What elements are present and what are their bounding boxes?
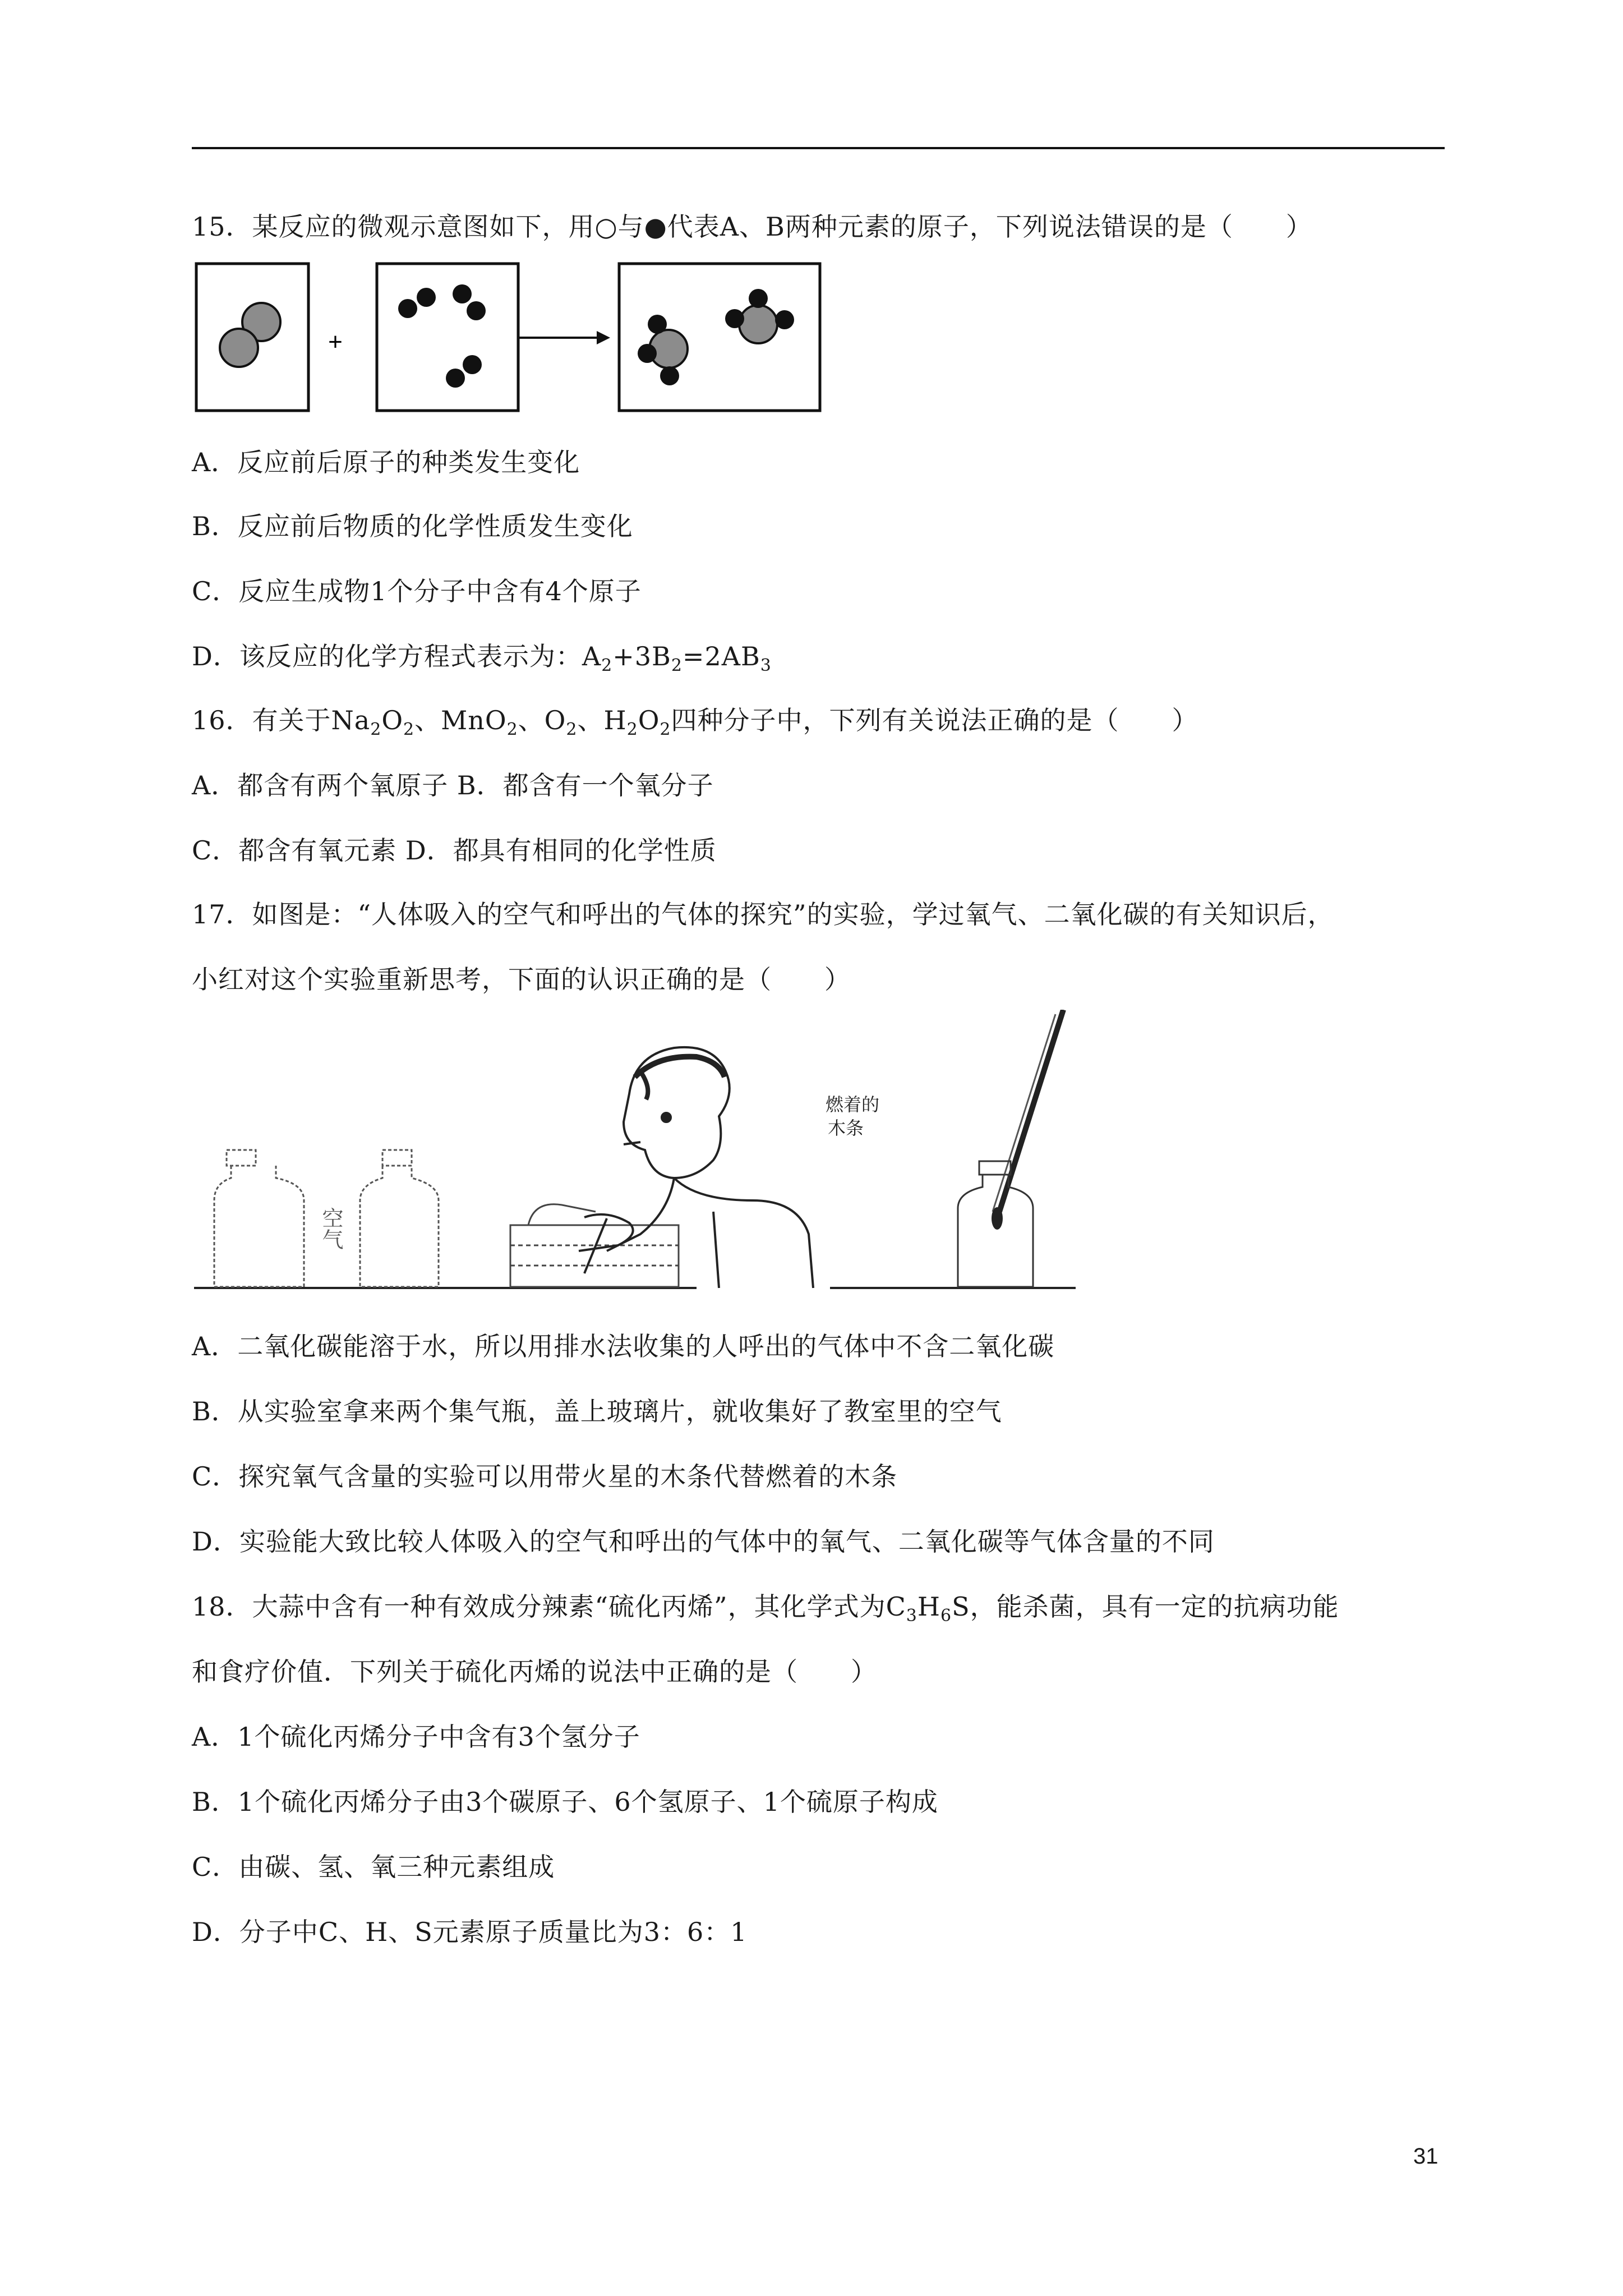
q18-option-d: D．分子中C、H、S元素原子质量比为3：6：1 [192,1917,748,1947]
q18-option-c: C．由碳、氢、氧三种元素组成 [192,1852,555,1882]
q17-option-b: B．从实验室拿来两个集气瓶，盖上玻璃片，就收集好了教室里的空气 [192,1396,1002,1427]
q18-stem-line-1: 18．大蒜中含有一种有效成分辣素“硫化丙烯”，其化学式为$C_3H_6S$，能杀菌，具有一定的抗病功能 [192,1591,1339,1626]
q18-option-b: B．1个硫化丙烯分子由3个碳原子、6个氢原子、1个硫原子构成 [192,1787,938,1817]
burning-stick-label-2: 木条 [828,1117,864,1139]
q15-option-c: C．反应生成物1个分子中含有4个原子 [192,576,642,606]
q15-option-d: D．该反应的化学方程式表示为：$A_2+3B_2=2AB_3$ [192,641,772,675]
air-label: 空气 [319,1207,343,1250]
q18-option-a: A．1个硫化丙烯分子中含有3个氢分子 [192,1722,640,1752]
q18-stem-line-2: 和食疗价值．下列关于硫化丙烯的说法中正确的是（ ） [192,1657,877,1687]
q15-stem: 15．某反应的微观示意图如下，用○与●代表A、B两种元素的原子，下列说法错误的是（ ） [192,211,1312,242]
q15-option-b: B．反应前后物质的化学性质发生变化 [192,511,633,541]
q17-option-c: C．探究氧气含量的实验可以用带火星的木条代替燃着的木条 [192,1461,898,1492]
person-blowing-sketch [579,1047,813,1288]
q16-options-row-1: A．都含有两个氧原子 B．都含有一个氧分子 [192,770,714,800]
q17-option-d: D．实验能大致比较人体吸入的空气和呼出的气体中的氧气、二氧化碳等气体含量的不同 [192,1526,1215,1557]
reactant-a2-box [196,264,308,411]
reactant-b2-box [377,264,518,411]
product-ab3-box [619,264,820,411]
q16-options-row-2: C．都含有氧元素 D．都具有相同的化学性质 [192,835,717,866]
header-rule [192,147,1445,149]
q17-breath-experiment-figure [192,1010,1078,1301]
atom-a-gray [220,329,258,367]
burning-stick-label-1: 燃着的 [826,1094,880,1115]
page-number: 31 [1413,2144,1438,2169]
q17-option-a: A．二氧化碳能溶于水，所以用排水法收集的人呼出的气体中不含二氧化碳 [192,1331,1055,1361]
gas-bottle-left [214,1150,304,1287]
gas-bottle-right [360,1150,439,1287]
q17-stem-line-1: 17．如图是：“人体吸入的空气和呼出的气体的探究”的实验，学过氧气、二氧化碳的有关知识后， [192,899,1334,930]
q15-reaction-diagram [192,259,826,415]
q15-option-a: A．反应前后原子的种类发生变化 [192,447,580,477]
reaction-arrow-head [597,331,610,344]
q16-stem: 16．有关于$Na_2O_2$、MnO$_2$、$O_2$、$H_2O_2$四种分子中，下列有关说法正确的是（ ） [192,705,1198,739]
q17-stem-line-2: 小红对这个实验重新思考，下面的认识正确的是（ ） [192,964,851,995]
plus-sign: + [328,328,343,356]
water-trough [510,1204,679,1287]
